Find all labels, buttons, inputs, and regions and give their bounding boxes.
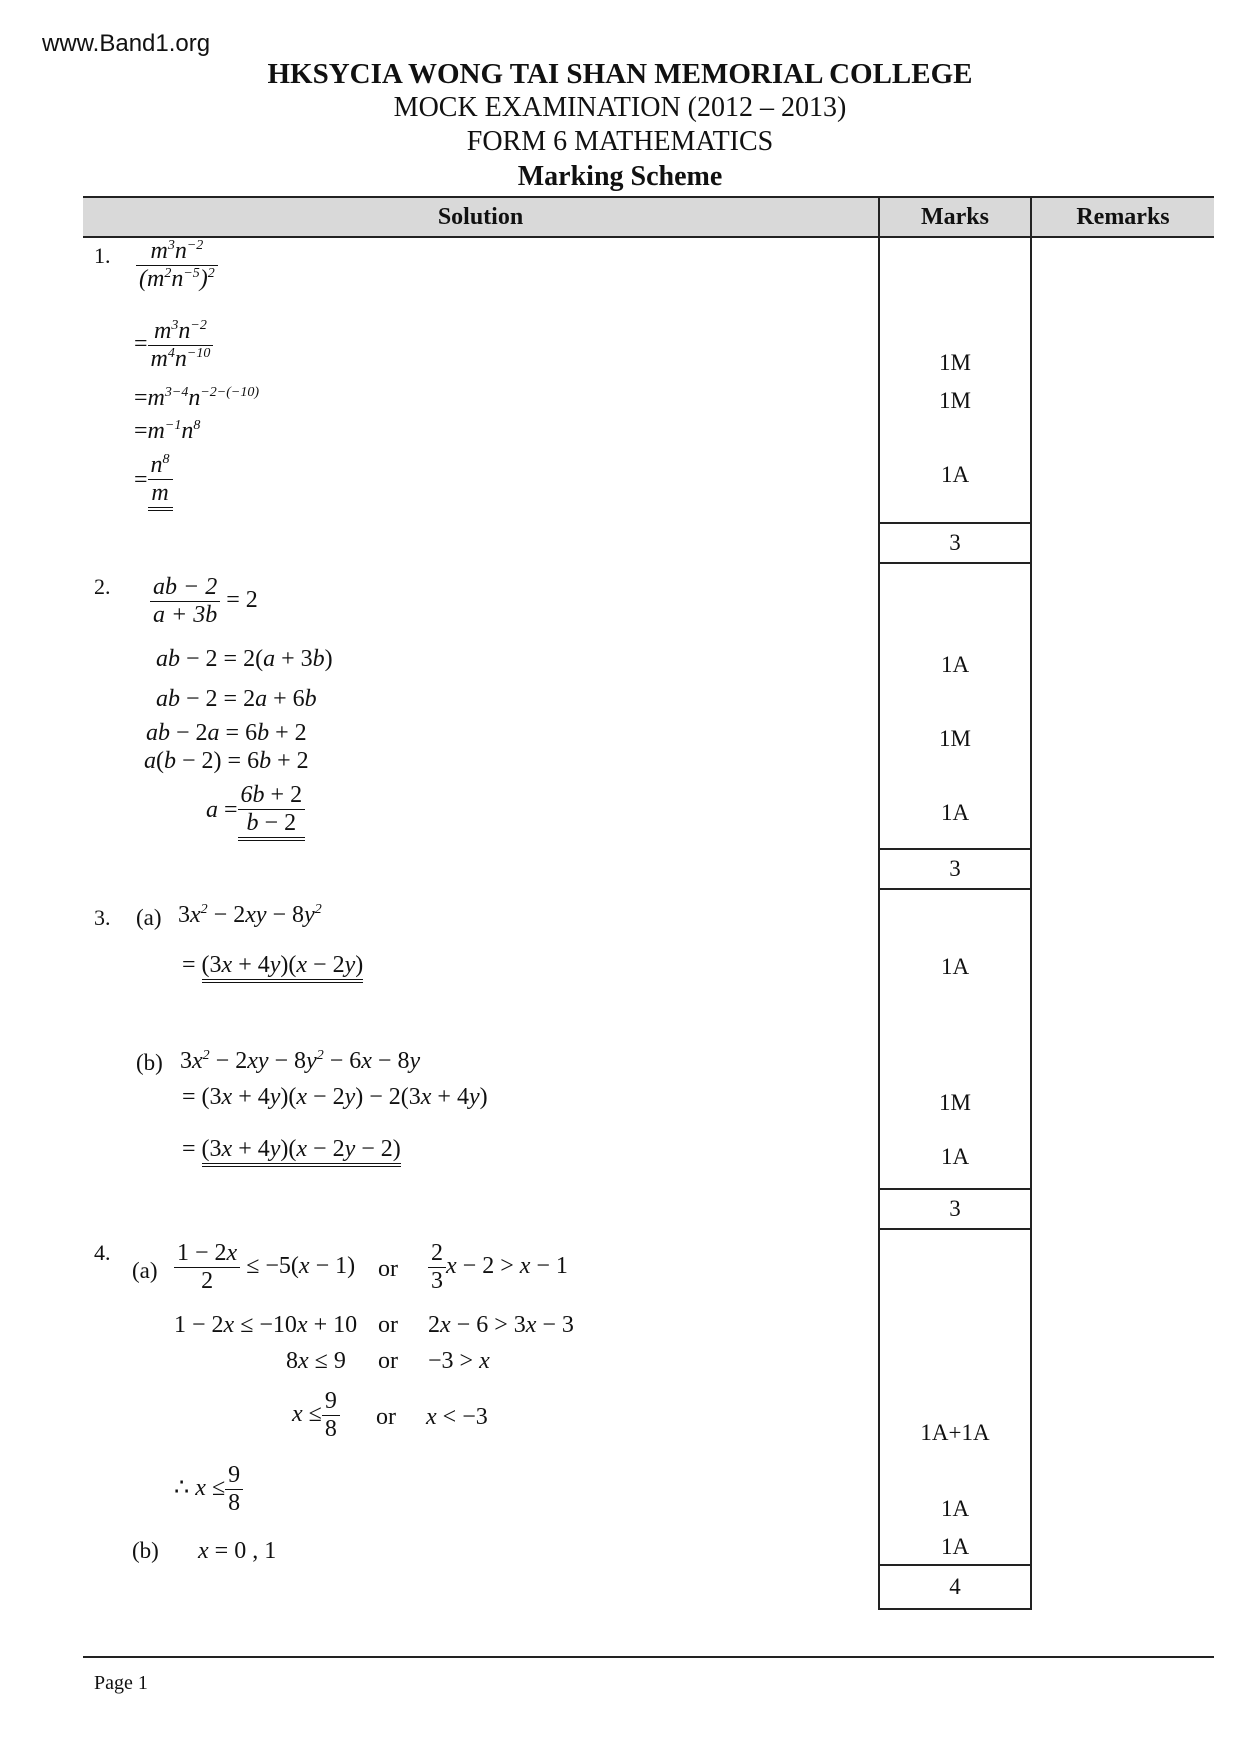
q2-step-2: ab − 2 = 2a + 6b <box>156 686 317 712</box>
q4a-inequality-2: $\frac{2}{3}$ x − 2 > x − 1 <box>428 1240 568 1295</box>
column-remarks: Remarks <box>1076 204 1170 230</box>
q1-total: 3 <box>949 530 961 555</box>
q1-mark-3: 1A <box>940 462 970 487</box>
q4a-or-2: or <box>378 1312 398 1338</box>
question-3-number: 3. <box>94 905 111 930</box>
q4a-step-1a: 1 − 2x ≤ −10x + 10 <box>174 1312 358 1338</box>
site-url: www.Band1.org <box>42 30 211 57</box>
document-title: Marking Scheme <box>517 161 723 192</box>
q2-answer: a = $\frac{6b + 2}{b - 2}$ <box>206 782 305 841</box>
q1-step-1: = $\frac{m^3n^{-2}}{m^4n^{-10}}$ <box>134 318 213 373</box>
q1-mark-1: 1M <box>939 350 971 375</box>
q3b-step-1: = (3x + 4y)(x − 2y) − 2(3x + 4y) <box>182 1084 488 1110</box>
q4a-or-4: or <box>376 1404 396 1430</box>
q4a-step-3b: x < −3 <box>426 1404 488 1430</box>
column-marks: Marks <box>921 204 989 230</box>
footer-rule <box>83 1656 1214 1658</box>
q4a-step-1b: 2x − 6 > 3x − 3 <box>428 1312 574 1338</box>
q4a-step-2b: −3 > x <box>428 1348 490 1374</box>
q4-mark-3: 1A <box>940 1534 970 1559</box>
q4a-answer: ∴ x ≤ $\frac{9}{8}$ <box>174 1462 243 1517</box>
q3-part-a-label: (a) <box>136 905 162 930</box>
q2-mark-3: 1A <box>940 800 970 825</box>
q4a-or-3: or <box>378 1348 398 1374</box>
marks-column-right-border <box>1030 234 1032 1610</box>
question-4-number: 4. <box>94 1240 111 1265</box>
q2-equation: $\frac{ab - 2}{a + 3b}$ = 2 <box>150 574 258 629</box>
q2-mark-2: 1M <box>939 726 971 751</box>
q2-total: 3 <box>949 856 961 881</box>
q3a-answer: = (3x + 4y)(x − 2y) <box>182 952 363 979</box>
q3-part-b-label: (b) <box>136 1050 163 1075</box>
school-name: HKSYCIA WONG TAI SHAN MEMORIAL COLLEGE <box>267 58 973 90</box>
q1-mark-2: 1M <box>939 388 971 413</box>
question-1-number: 1. <box>94 243 111 268</box>
q4-total: 4 <box>949 1574 961 1599</box>
subject-name: FORM 6 MATHEMATICS <box>466 126 774 157</box>
q3b-answer: = (3x + 4y)(x − 2y − 2) <box>182 1136 401 1163</box>
q4a-inequality-1: $\frac{1 - 2x}{2}$ ≤ −5(x − 1) <box>174 1240 355 1295</box>
exam-name: MOCK EXAMINATION (2012 – 2013) <box>393 92 847 123</box>
q2-step-1: ab − 2 = 2(a + 3b) <box>156 646 333 672</box>
q4a-step-3a: x ≤ $\frac{9}{8}$ <box>292 1388 340 1443</box>
table-header <box>83 196 1214 238</box>
q2-mark-1: 1A <box>940 652 970 677</box>
q4a-or-1: or <box>378 1256 398 1282</box>
q1-step-3: $=m^{-1}n^8$ <box>134 418 201 444</box>
q4-mark-2: 1A <box>940 1496 970 1521</box>
q1-expression: $\frac{m^3n^{-2}}{(m^2n^{-5})^2}$ <box>136 238 218 293</box>
q4-part-b-label: (b) <box>132 1538 159 1563</box>
q2-step-3: ab − 2a = 6b + 2 <box>146 720 307 746</box>
column-solution: Solution <box>437 204 524 230</box>
q4a-step-2a: 8x ≤ 9 <box>286 1348 346 1374</box>
q4b-answer: x = 0 , 1 <box>198 1538 277 1564</box>
q3-mark-2: 1M <box>939 1090 971 1115</box>
q4-part-a-label: (a) <box>132 1258 158 1283</box>
marks-column-left-border <box>878 234 880 1610</box>
q1-answer: = $\frac{n^8}{m}$ <box>134 452 173 511</box>
q3-mark-3: 1A <box>940 1144 970 1169</box>
q3-total: 3 <box>949 1196 961 1221</box>
question-2-number: 2. <box>94 574 111 599</box>
q2-step-4: a(b − 2) = 6b + 2 <box>144 748 309 774</box>
page-number: Page 1 <box>94 1672 148 1694</box>
q1-step-2: $=m^{3-4}n^{-2-(-10)}$ <box>134 385 260 411</box>
q3a-expression: $3x^2 - 2xy - 8y^2$ <box>178 902 322 928</box>
q3-mark-1: 1A <box>940 954 970 979</box>
q3b-expression: $3x^2 - 2xy - 8y^2 - 6x - 8y$ <box>180 1048 421 1074</box>
q4-mark-1: 1A+1A <box>920 1420 990 1445</box>
